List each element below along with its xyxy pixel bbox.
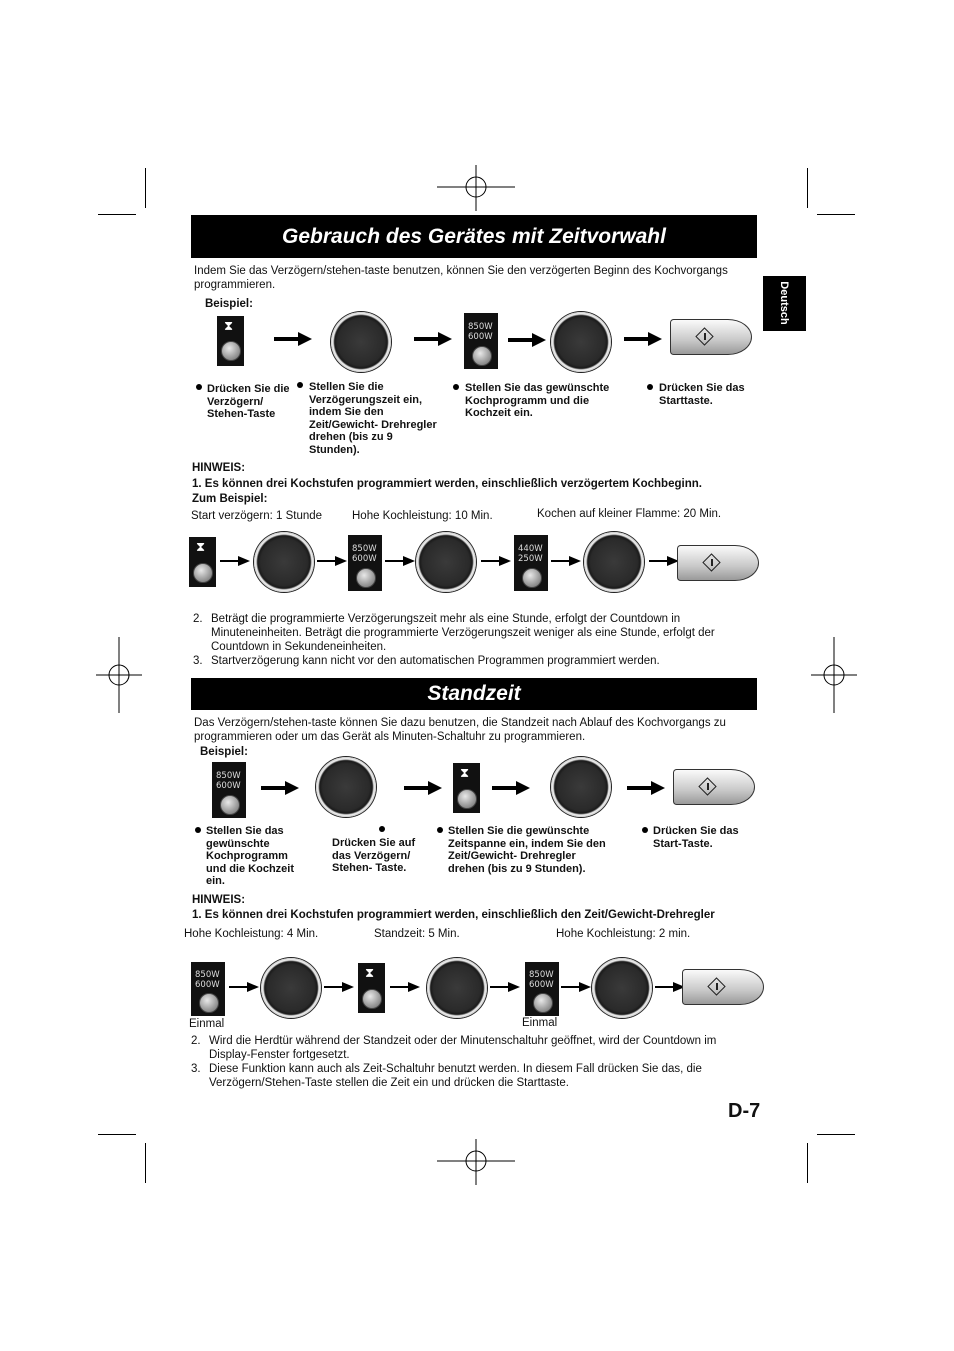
power-level-label: 850W: [529, 970, 554, 980]
step-caption: Drücken Sie das Starttaste.: [659, 382, 745, 407]
registration-mark-right: [811, 637, 857, 713]
language-tab: [763, 276, 806, 331]
once-label: Einmal: [522, 1017, 558, 1029]
power-level-label: 850W: [195, 970, 220, 980]
start-button[interactable]: [682, 969, 764, 1005]
section2-intro: Das Verzögern/stehen-taste können Sie dazu benutzen, die Standzeit nach Ablauf des Kochvorgangs zu programmieren oder um das Gerät als Minuten-Schaltuhr zu programmieren.: [194, 717, 726, 743]
hourglass-icon: ⧗: [365, 965, 375, 980]
section2-example-label: Beispiel:: [200, 746, 248, 758]
step-caption: Drücken Sie das Start-Taste.: [653, 825, 739, 850]
arrow-icon: [624, 331, 662, 347]
section1-example-label: Beispiel:: [205, 298, 253, 310]
arrow-icon: [261, 780, 299, 796]
once-label: Einmal: [189, 1018, 225, 1030]
registration-mark-left: [96, 637, 142, 713]
note-number: 2.: [191, 1035, 201, 1047]
hourglass-icon: ⧗: [196, 539, 206, 554]
arrow-icon: [508, 332, 546, 348]
arrow-icon: [481, 555, 511, 567]
section2-note-title: HINWEIS:: [192, 894, 246, 906]
language-tab-label: Deutsch: [778, 281, 790, 325]
step-label: Hohe Kochleistung: 2 min.: [556, 928, 691, 940]
note-number: 2.: [193, 613, 203, 625]
arrow-icon: [492, 780, 530, 796]
section1-note2: Beträgt die programmierte Verzögerungszeit mehr als eine Stunde, erfolgt der Countdown in Minuteneinheiten. Beträgt die programmierte Verzögerungszeit weniger als eine Stunde, erfolgt der Countdown in Sekundeneinheiten.: [211, 613, 715, 653]
arrow-icon: [655, 981, 685, 993]
delay-stand-key[interactable]: [217, 316, 244, 366]
power-key[interactable]: [191, 962, 225, 1016]
note-number: 3.: [193, 655, 203, 667]
note-number: 3.: [191, 1063, 201, 1075]
power-level-label: 440W: [518, 544, 543, 554]
time-weight-dial[interactable]: [316, 757, 376, 817]
section2-title: Standzeit: [427, 682, 521, 705]
arrow-icon: [229, 981, 259, 993]
section2-title-banner: [191, 678, 757, 710]
arrow-icon: [414, 331, 452, 347]
section1-note3: Startverzögerung kann nicht vor den automatischen Programmen programmiert werden.: [211, 655, 660, 667]
arrow-icon: [490, 981, 520, 993]
power-key[interactable]: [212, 762, 246, 818]
power-level-label: 600W: [195, 980, 220, 990]
time-weight-dial[interactable]: [551, 757, 611, 817]
step-caption: Stellen Sie die gewünschte Zeitspanne ein, indem Sie den Zeit/Gewicht- Drehregler drehen (bis zu 9 Stunden).: [448, 825, 606, 875]
section1-example2-label: Zum Beispiel:: [192, 493, 268, 505]
step-caption: Stellen Sie die Verzögerungszeit ein, indem Sie den Zeit/Gewicht- Drehregler drehen (bis zu 9 Stunden).: [309, 381, 437, 456]
section2-note2: Wird die Herdtür während der Standzeit oder der Minutenschaltuhr geöffnet, wird der Countdown im Display-Fenster fortgesetzt.: [209, 1035, 717, 1061]
step-caption: Drücken Sie die Verzögern/ Stehen-Taste: [207, 383, 290, 420]
start-button[interactable]: [677, 545, 759, 581]
registration-mark-bottom: [437, 1139, 515, 1185]
section2-note3: Diese Funktion kann auch als Zeit-Schaltuhr benutzt werden. In diesem Fall drücken Sie das, die Verzögern/Stehen-Taste stellen die Zeit ein und drücken die Starttaste.: [209, 1063, 702, 1089]
power-level-label: 600W: [216, 781, 241, 791]
time-weight-dial[interactable]: [331, 312, 391, 372]
step-label: Hohe Kochleistung: 10 Min.: [352, 510, 493, 522]
delay-stand-key[interactable]: [189, 537, 216, 587]
time-weight-dial[interactable]: [416, 532, 476, 592]
page-number: D-7: [728, 1100, 761, 1122]
power-level-label: 850W: [468, 322, 493, 332]
power-key-low[interactable]: [514, 535, 548, 591]
time-weight-dial[interactable]: [261, 958, 321, 1018]
arrow-icon: [385, 555, 415, 567]
arrow-icon: [627, 780, 665, 796]
time-weight-dial[interactable]: [584, 532, 644, 592]
step-caption: Drücken Sie auf das Verzögern/ Stehen- Taste.: [332, 837, 416, 874]
power-level-label: 850W: [352, 544, 377, 554]
section2-note1: 1. Es können drei Kochstufen programmiert werden, einschließlich den Zeit/Gewicht-Drehregler: [192, 909, 715, 921]
power-key[interactable]: [464, 313, 498, 369]
section1-title: Gebrauch des Gerätes mit Zeitvorwahl: [282, 225, 666, 248]
step-label: Hohe Kochleistung: 4 Min.: [184, 928, 319, 940]
start-button[interactable]: [673, 769, 755, 805]
power-level-label: 600W: [529, 980, 554, 990]
delay-stand-key[interactable]: [358, 963, 385, 1013]
start-button[interactable]: [670, 319, 752, 355]
arrow-icon: [324, 981, 354, 993]
step-caption: Stellen Sie das gewünschte Kochprogramm und die Kochzeit ein.: [206, 825, 294, 887]
arrow-icon: [649, 555, 679, 567]
arrow-icon: [390, 981, 420, 993]
power-key[interactable]: [348, 535, 382, 591]
power-key[interactable]: [525, 962, 559, 1016]
hourglass-icon: ⧗: [224, 318, 234, 333]
power-level-label: 600W: [468, 332, 493, 342]
step-label: Start verzögern: 1 Stunde: [191, 510, 323, 522]
power-level-label: 850W: [216, 771, 241, 781]
hourglass-icon: ⧗: [460, 765, 470, 780]
time-weight-dial[interactable]: [551, 312, 611, 372]
arrow-icon: [404, 780, 442, 796]
section1-intro: Indem Sie das Verzögern/stehen-taste benutzen, können Sie den verzögerten Beginn des Kochvorgangs programmieren.: [194, 265, 728, 291]
section1-title-banner: [191, 215, 757, 258]
step-caption: Stellen Sie das gewünschte Kochprogramm und die Kochzeit ein.: [465, 382, 610, 419]
arrow-icon: [274, 331, 312, 347]
time-weight-dial[interactable]: [427, 958, 487, 1018]
step-label: Standzeit: 5 Min.: [374, 928, 460, 940]
step-label: Kochen auf kleiner Flamme: 20 Min.: [537, 508, 722, 520]
registration-mark-top: [437, 165, 515, 211]
arrow-icon: [561, 981, 591, 993]
section1-note-title: HINWEIS:: [192, 462, 246, 474]
time-weight-dial[interactable]: [592, 958, 652, 1018]
delay-stand-key[interactable]: [453, 763, 480, 813]
arrow-icon: [220, 555, 250, 567]
arrow-icon: [551, 555, 581, 567]
section1-note1: 1. Es können drei Kochstufen programmiert werden, einschließlich verzögertem Kochbeginn.: [192, 478, 702, 490]
power-level-label: 250W: [518, 554, 543, 564]
time-weight-dial[interactable]: [254, 532, 314, 592]
arrow-icon: [317, 555, 347, 567]
power-level-label: 600W: [352, 554, 377, 564]
